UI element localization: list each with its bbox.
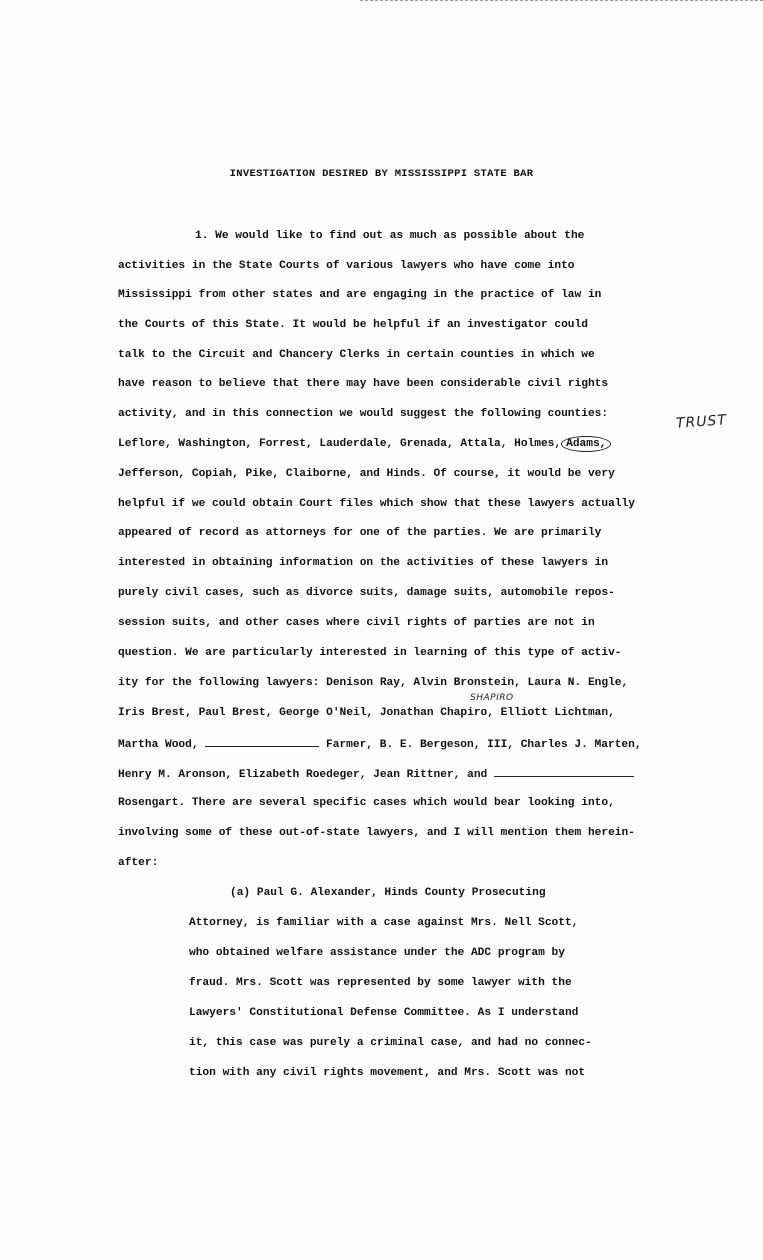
- paragraph-line: Rosengart. There are several specific cases which would bear looking into,: [118, 797, 615, 809]
- paragraph-line: [118, 437, 611, 451]
- subparagraph-line: it, this case was purely a criminal case, and had no connec-: [189, 1037, 592, 1049]
- paragraph-line: activities in the State Courts of various lawyers who have come into: [118, 260, 575, 272]
- paragraph-line: Jefferson, Copiah, Pike, Claiborne, and Hinds. Of course, it would be very: [118, 468, 615, 480]
- paragraph-line: Mississippi from other states and are engaging in the practice of law in: [118, 289, 602, 301]
- paragraph-line: activity, and in this connection we would suggest the following counties:: [118, 408, 609, 420]
- paragraph-line: involving some of these out-of-state lawyers, and I will mention them herein-: [118, 827, 635, 839]
- subparagraph-line: tion with any civil rights movement, and Mrs. Scott was not: [189, 1067, 586, 1079]
- paragraph-line: [118, 736, 642, 752]
- paragraph-line: question. We are particularly interested in learning of this type of activ-: [118, 647, 622, 659]
- blank-name-field: [494, 766, 634, 777]
- subparagraph-line: fraud. Mrs. Scott was represented by some lawyer with the: [189, 977, 572, 989]
- martha-wood-text: Martha Wood,: [118, 739, 199, 751]
- circled-county: Adams,: [561, 436, 611, 452]
- county-list: Leflore, Washington, Forrest, Lauderdale, Grenada, Attala, Holmes,: [118, 438, 562, 450]
- paragraph-line: helpful if we could obtain Court files which show that these lawyers actually: [118, 498, 635, 510]
- paragraph-line: 1. We would like to find out as much as possible about the: [195, 230, 585, 242]
- subparagraph-line: Lawyers' Constitutional Defense Committee. As I understand: [189, 1007, 579, 1019]
- paragraph-line: [118, 766, 634, 782]
- paragraph-line: interested in obtaining information on the activities of these lawyers in: [118, 557, 609, 569]
- paragraph-line: ity for the following lawyers: Denison Ray, Alvin Bronstein, Laura N. Engle,: [118, 677, 629, 689]
- subparagraph-line: (a) Paul G. Alexander, Hinds County Prosecuting: [230, 887, 546, 899]
- subparagraph-line: who obtained welfare assistance under the ADC program by: [189, 947, 565, 959]
- paragraph-line: have reason to believe that there may have been considerable civil rights: [118, 378, 609, 390]
- paragraph-line: appeared of record as attorneys for one of the parties. We are primarily: [118, 527, 602, 539]
- paragraph-line: purely civil cases, such as divorce suits, damage suits, automobile repos-: [118, 587, 615, 599]
- martha-line-rest: Farmer, B. E. Bergeson, III, Charles J. Marten,: [326, 739, 642, 751]
- paragraph-line: session suits, and other cases where civil rights of parties are not in: [118, 617, 595, 629]
- subparagraph-line: Attorney, is familiar with a case against Mrs. Nell Scott,: [189, 917, 579, 929]
- blank-name-field: [205, 736, 319, 747]
- paragraph-line: Iris Brest, Paul Brest, George O'Neil, Jonathan Chapiro, Elliott Lichtman,: [118, 707, 615, 719]
- paragraph-line: talk to the Circuit and Chancery Clerks in certain counties in which we: [118, 349, 595, 361]
- aronson-line-text: Henry M. Aronson, Elizabeth Roedeger, Jean Rittner, and: [118, 769, 488, 781]
- top-edge-rule: [360, 0, 763, 4]
- paragraph-line: after:: [118, 857, 159, 869]
- document-title: INVESTIGATION DESIRED BY MISSISSIPPI STATE BAR: [229, 168, 534, 180]
- handwritten-correction: SHAPIRO: [470, 693, 514, 703]
- handwritten-margin-note: TRUST: [675, 412, 728, 432]
- paragraph-line: the Courts of this State. It would be helpful if an investigator could: [118, 319, 588, 331]
